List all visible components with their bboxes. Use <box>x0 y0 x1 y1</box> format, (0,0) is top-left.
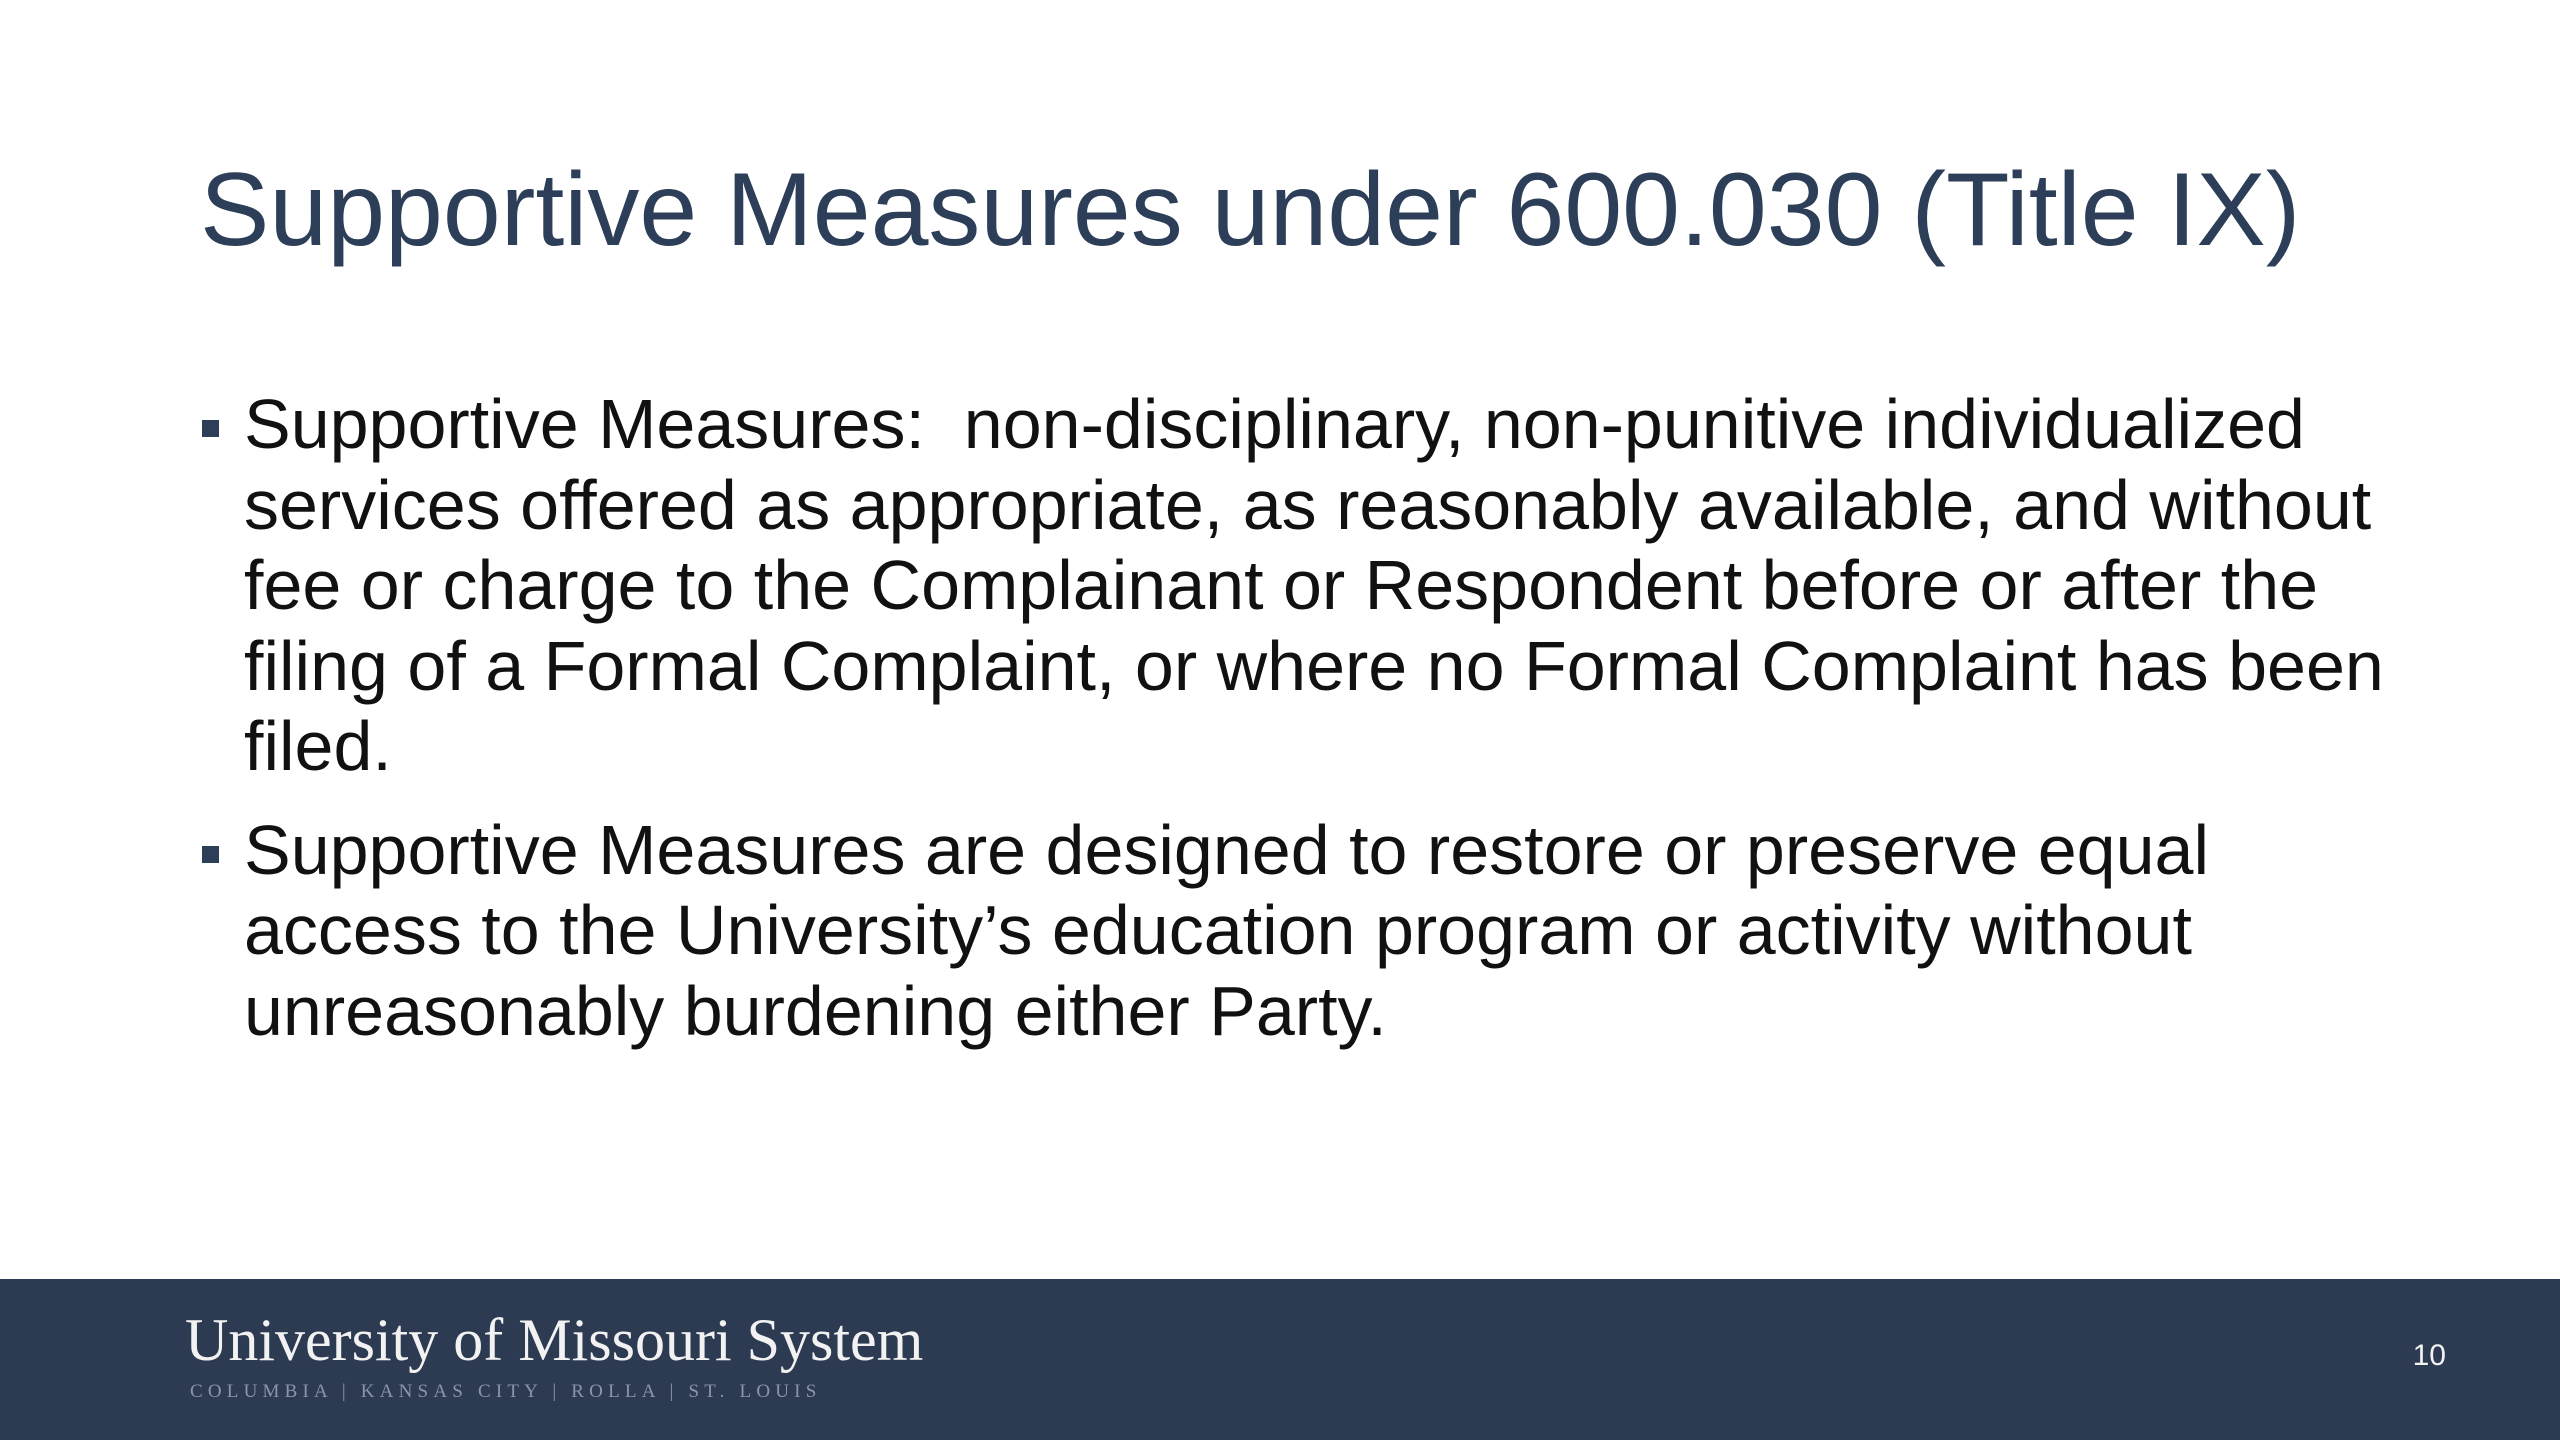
slide-title: Supportive Measures under 600.030 (Title IX) <box>200 152 2301 268</box>
bullet-list <box>196 384 2436 1074</box>
square-bullet-icon <box>202 420 219 437</box>
bullet-item <box>196 810 2436 1052</box>
page-number: 10 <box>2412 1339 2446 1372</box>
bullet-text: Supportive Measures: non-disciplinary, non-punitive individualized services offered as appropriate, as reasonably available, and without fee or charge to the Complainant or Respondent before or after the filing of a Formal Complaint, or where no Formal Complaint has been filed. <box>244 385 2404 785</box>
footer-bar <box>0 1279 2560 1440</box>
university-logo-wordmark: University of Missouri System <box>185 1307 924 1373</box>
bullet-text: Supportive Measures are designed to restore or preserve equal access to the University’s education program or activity without unreasonably burdening either Party. <box>244 810 2209 1050</box>
square-bullet-icon <box>202 846 219 863</box>
bullet-item <box>196 384 2436 787</box>
campus-list: COLUMBIA | KANSAS CITY | ROLLA | ST. LOUIS <box>190 1381 822 1402</box>
